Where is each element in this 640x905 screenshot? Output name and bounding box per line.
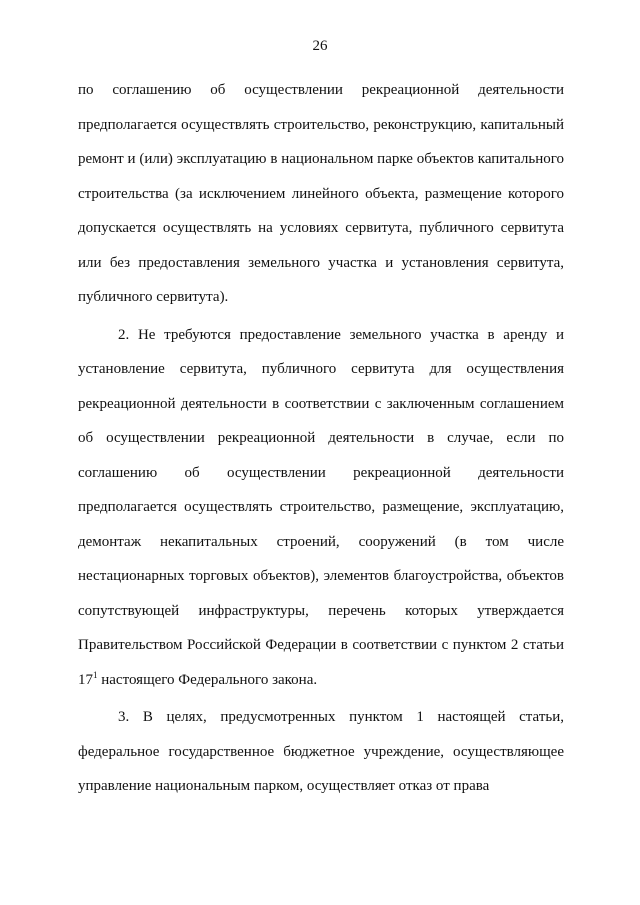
paragraph-item-2 bbox=[78, 318, 564, 698]
paragraph-item-2-tail: настоящего Федерального закона. bbox=[97, 671, 318, 688]
paragraph-item-3: 3. В целях, предусмотренных пунктом 1 настоящей статьи, федеральное государственное бюджетное учреждение, осуществляющее управление национальным парком, осуществляет отказ от права bbox=[78, 709, 564, 794]
paragraph-continuation: по соглашению об осуществлении рекреационной деятельности предполагается осуществлять строительство, реконструкцию, капитальный ремонт и (или) эксплуатацию в национальном парке объектов капитального строительства (за исключением линейного объекта, размещение которого допускается осуществлять на условиях сервитута, публичного сервитута или без предоставления земельного участка и установления сервитута, публичного сервитута). bbox=[78, 82, 564, 305]
document-body bbox=[78, 73, 564, 804]
page-number: 26 bbox=[312, 38, 328, 54]
article-superscript: 1 bbox=[93, 669, 98, 680]
paragraph-item-2-text: 2. Не требуются предоставление земельного участка в аренду и установление сервитута, публичного сервитута для осуществления рекреационной деятельности в соответствии с заключенным соглашением об осуществлении рекреационной деятельности в случае, если по соглашению об осуществлении рекреационной деятельности предполагается осуществлять строительство, размещение, эксплуатацию, демонтаж некапитальных строений, сооружений (в том числе нестационарных торговых объектов), элементов благоустройства, объектов сопутствующей инфраструктуры, перечень которых утверждается Правительством Российской Федерации в соответствии с пунктом 2 статьи 17 bbox=[78, 326, 564, 688]
